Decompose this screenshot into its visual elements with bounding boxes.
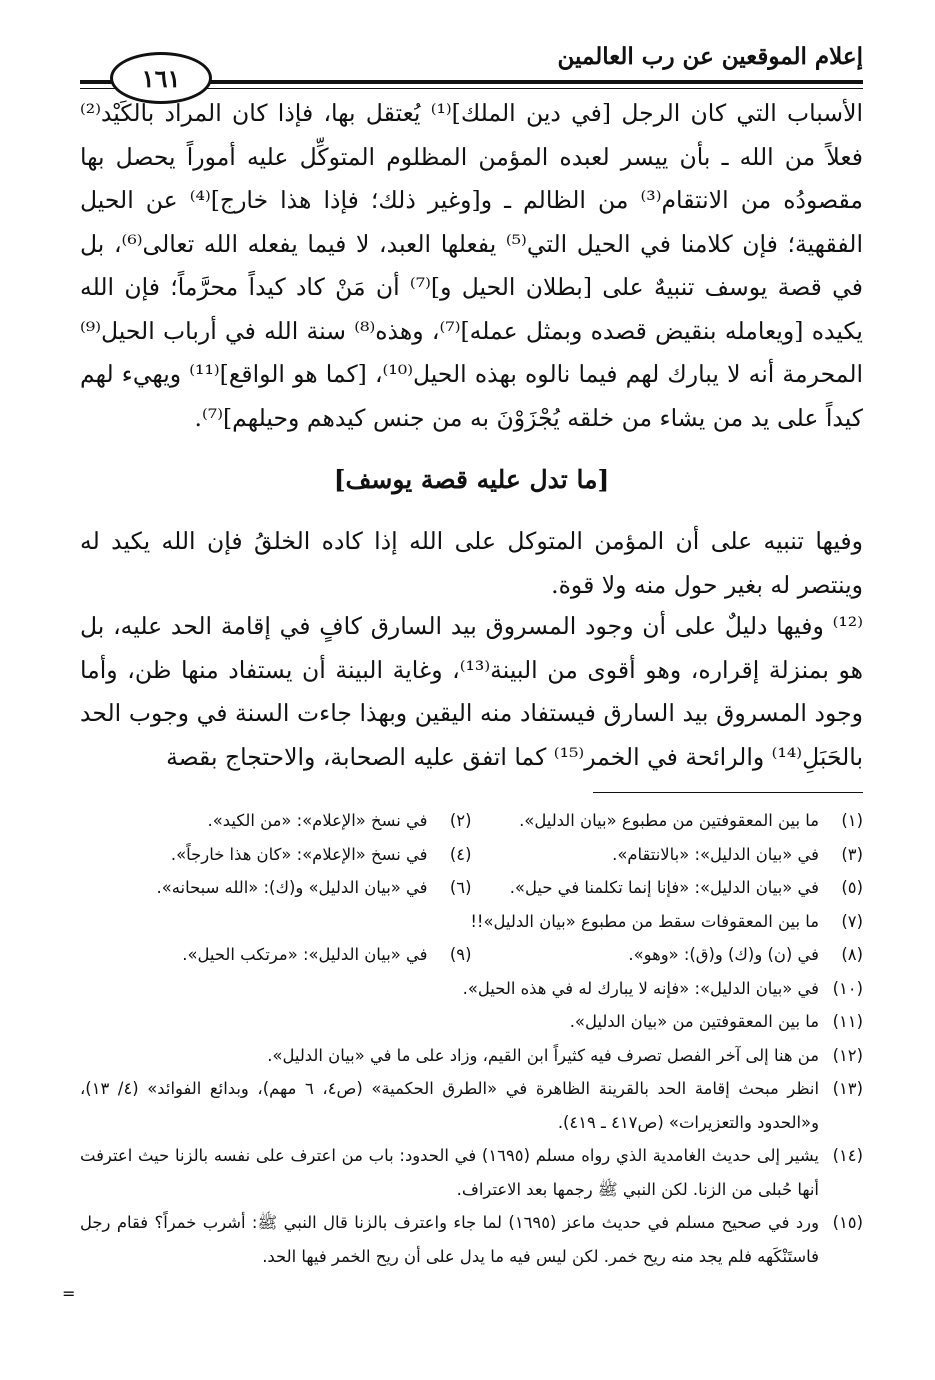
footnote-text: في «بيان الدليل»: «مرتكب الحيل».: [182, 945, 428, 964]
footnote-number: (٩): [449, 945, 472, 964]
footnote-text: في «بيان الدليل»: «بالانتقام».: [612, 844, 819, 864]
footnote-10: [80, 972, 863, 1006]
footnote-number: (٥): [841, 878, 863, 897]
footnote-text: ورد في صحيح مسلم في حديث ماعز (١٦٩٥) لما جاء واعترف بالزنا قال النبي ﷺ: أشرب خمراً؟ فقام رجل فاستَنْكَهه فلم يجد منه ريح خمر. لكن ليس فيه ما يدل على أن ريح الخمر فيها الحد.: [80, 1213, 819, 1266]
body-paragraph-3: ⁽¹²⁾ وفيها دليلٌ على أن وجود المسروق بيد السارق كافٍ في إقامة الحد عليه، بل هو بمنزلة إقراره، وهو أقوى من البينة⁽¹³⁾، وغاية البينة أن يستفاد منها ظن، وأما وجود المسروق بيد السارق فيستفاد منه اليقين وبهذا جاءت السنة في وجوب الحد بالحَبَلِ⁽¹⁴⁾ والرائحة في الخمر⁽¹⁵⁾ كما اتفق عليه الصحابة، والاحتجاج بقصة: [80, 612, 863, 771]
section-heading: [ما تدل عليه قصة يوسف]: [333, 465, 610, 494]
page-number: ١٦١: [141, 63, 181, 93]
footnote-text: في نسخ «الإعلام»: «من الكيد».: [207, 811, 428, 830]
footnote-number: (٦): [449, 878, 472, 897]
footnote-number: (١): [841, 811, 863, 830]
footnote-15: [80, 1206, 863, 1273]
footnote-13: [80, 1072, 863, 1139]
footnote-text: في «بيان الدليل»: «فإنه لا يبارك له في هذه الحيل».: [462, 978, 819, 998]
footnote-number: (٢): [449, 811, 472, 830]
footnote-8: [472, 938, 864, 972]
footnote-text: ما بين المعقوفتين من «بيان الدليل».: [569, 1012, 819, 1031]
footnote-text: يشير إلى حديث الغامدية الذي رواه مسلم (١٦٩٥) في الحدود: باب من اعترف على نفسه بالزنا حيث اعترفت أنها حُبلى من الزنا. لكن النبي ﷺ رجمها بعد الاعتراف.: [80, 1146, 819, 1199]
footnote-number: (١٢): [832, 1045, 863, 1065]
footnote-number: (١٣): [832, 1079, 863, 1098]
footnote-2: [80, 804, 472, 838]
footnote-11: [80, 1005, 863, 1039]
footnote-14: [80, 1139, 863, 1206]
footnote-row: [80, 804, 863, 838]
footnote-number: (٣): [841, 844, 863, 864]
running-title: إعلام الموقعين عن رب العالمين: [557, 43, 863, 70]
footnote-text: في «بيان الدليل»: «فإنا إنما تكلمنا في حيل».: [509, 878, 819, 897]
footnote-3: [472, 838, 864, 872]
footnotes: [80, 804, 863, 1273]
footnote-5: [472, 871, 864, 905]
footnote-number: (٧): [841, 911, 863, 931]
footnote-number: (٤): [449, 844, 472, 864]
footnote-separator: [593, 792, 863, 793]
body-paragraph-1: الأسباب التي كان الرجل [في دين الملك]⁽¹⁾ يُعتقل بها، فإذا كان المراد بالكَيْد⁽²⁾ فعلاً من الله ـ بأن ييسر لعبده المؤمن المظلوم المتوكِّل عليه أموراً يحصل بها مقصودُه من الانتقام⁽³⁾ من الظالم ـ و[وغير ذلك؛ فإذا هذا خارج]⁽⁴⁾ عن الحيل الفقهية؛ فإن كلامنا في الحيل التي⁽⁵⁾ يفعلها العبد، لا فيما يفعله الله تعالى⁽⁶⁾، بل في قصة يوسف تنبيهٌ على [بطلان الحيل و]⁽⁷⁾ أن مَنْ كاد كيداً محرَّماً؛ فإن الله يكيده [ويعامله بنقيض قصده وبمثل عمله]⁽⁷⁾، وهذه⁽⁸⁾ سنة الله في أرباب الحيل⁽⁹⁾ المحرمة أنه لا يبارك لهم فيما نالوه بهذه الحيل⁽¹⁰⁾، [كما هو الواقع]⁽¹¹⁾ ويهيء لهم كيداً على يد من يشاء من خلقه يُجْزَوْنَ به من جنس كيدهم وحيلهم]⁽⁷⁾.: [80, 99, 864, 432]
footnote-text: ما بين المعقوفات سقط من مطبوع «بيان الدليل»!!: [470, 911, 819, 931]
footnote-number: (١١): [832, 1012, 863, 1031]
footnote-row: [80, 838, 863, 872]
footnote-9: [80, 938, 472, 972]
footnote-number: (١٠): [832, 978, 863, 998]
footnote-1: [472, 804, 864, 838]
body-paragraph-2: وفيها تنبيه على أن المؤمن المتوكل على الله إذا كاده الخلقُ فإن الله يكيد له وينتصر له بغير حول منه ولا قوة.: [80, 527, 863, 599]
footnote-text: من هنا إلى آخر الفصل تصرف فيه كثيراً ابن القيم، وزاد على ما في «بيان الدليل».: [267, 1045, 819, 1065]
footnote-row: [80, 871, 863, 905]
footnote-text: في (ن) و(ك) و(ق): «وهو».: [628, 945, 819, 964]
footnote-number: (١٤): [832, 1146, 863, 1165]
footnote-number: (١٥): [832, 1213, 863, 1232]
footnote-row: [80, 938, 863, 972]
footnote-number: (٨): [841, 945, 863, 964]
footnote-6: [80, 871, 472, 905]
footnote-7: [80, 905, 863, 939]
footnote-text: في «بيان الدليل» و(ك): «الله سبحانه».: [156, 878, 428, 897]
margin-mark: =: [62, 1284, 76, 1303]
footnote-4: [80, 838, 472, 872]
footnote-text: في نسخ «الإعلام»: «كان هذا خارجاً».: [170, 844, 428, 864]
footnote-text: انظر مبحث إقامة الحد بالقرينة الظاهرة في «الطرق الحكمية» (ص٤، ٦ مهم)، وبدائع الفوائد» (٤/ ١٣)، و«الحدود والتعزيرات» (ص٤١٧ ـ ٤١٩).: [80, 1079, 820, 1132]
footnote-12: [80, 1039, 863, 1073]
footnote-text: ما بين المعقوفتين من مطبوع «بيان الدليل».: [519, 811, 819, 830]
